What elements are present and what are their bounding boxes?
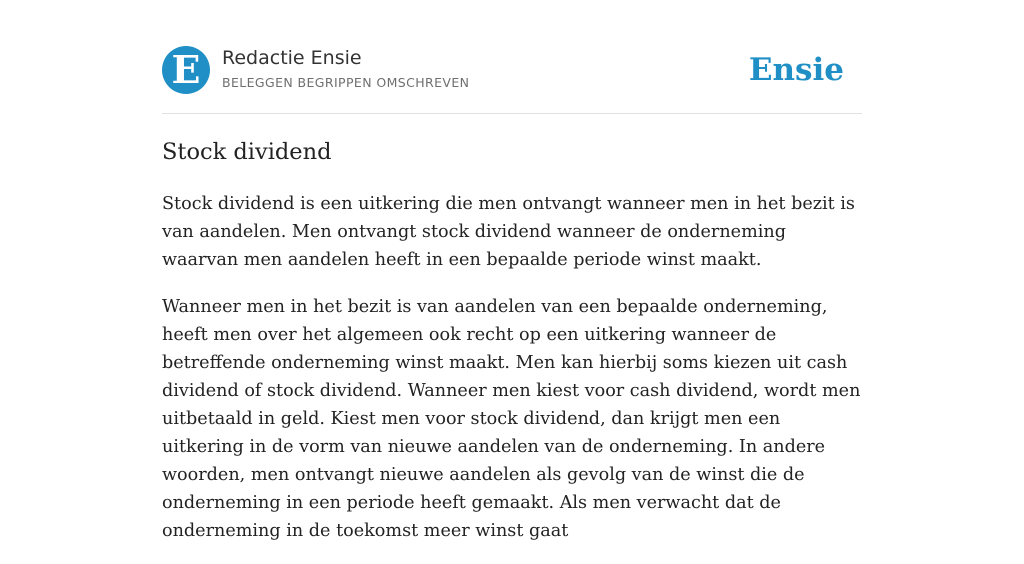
author-tagline: BELEGGEN BEGRIPPEN OMSCHREVEN — [222, 75, 470, 90]
brand-logo[interactable]: Ensie — [748, 52, 844, 88]
author-avatar[interactable]: E — [162, 46, 210, 94]
header-divider — [162, 113, 862, 114]
article-paragraph: Stock dividend is een uitkering die men ontvangt wanneer men in het bezit is van aandelen. Men ontvangt stock dividend wanneer de onderneming waarvan men aandelen heeft in een bepaalde periode winst maakt. — [162, 194, 855, 270]
article-body — [162, 190, 862, 564]
author-name[interactable]: Redactie Ensie — [222, 47, 362, 69]
article-page — [162, 0, 862, 541]
author-header — [162, 46, 862, 96]
article-paragraph: Wanneer men in het bezit is van aandelen van een bepaalde onderneming, heeft men over het algemeen ook recht op een uitkering wanneer de betreffende onderneming winst maakt. Men kan hierbij soms kiezen uit cash dividend of stock dividend. Wanneer men kiest voor cash dividend, wordt men uitbetaald in geld. Kiest men voor stock dividend, dan krijgt men een uitkering in de vorm van nieuwe aandelen van de onderneming. In andere woorden, men ontvangt nieuwe aandelen als gevolg van de winst die de onderneming in een periode heeft gemaakt. Als men verwacht dat de onderneming in de toekomst meer winst gaat — [162, 297, 861, 541]
article-title: Stock dividend — [162, 139, 332, 165]
